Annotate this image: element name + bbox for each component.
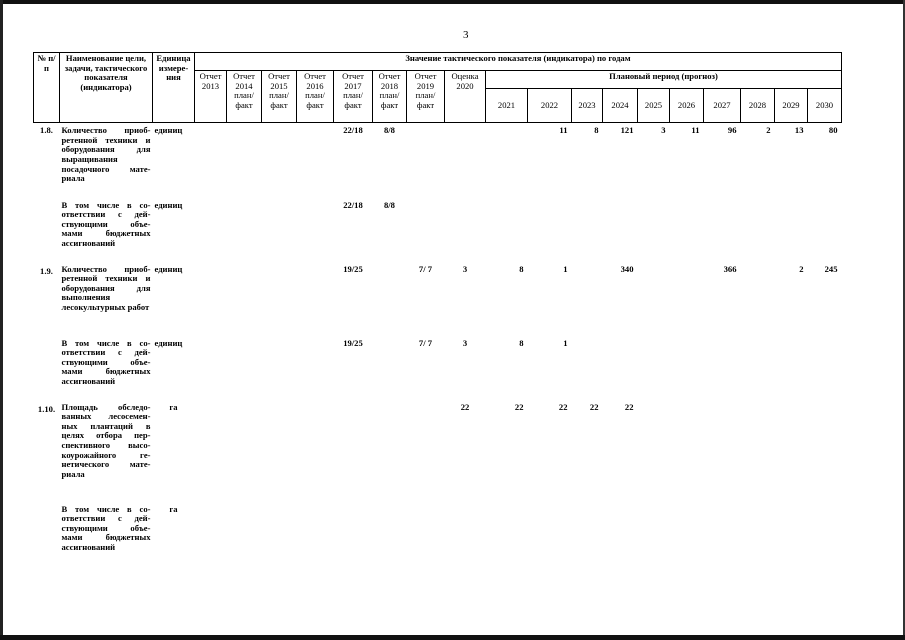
scan-edge-left — [0, 0, 3, 640]
cell-plan: 340 — [620, 263, 634, 274]
header-year: 2021 — [486, 89, 528, 123]
cell-2019 — [407, 403, 445, 505]
cell-plan — [572, 505, 603, 565]
cell-plan — [808, 403, 842, 505]
cell-plan — [775, 403, 808, 505]
cell-plan: 11 — [559, 125, 568, 135]
cell-plan: 8 — [519, 263, 524, 274]
cell-plan: 1 — [563, 337, 568, 348]
cell-2020 — [445, 201, 486, 265]
cell-2017: 22/18 — [343, 199, 363, 210]
cell-plan — [638, 339, 670, 403]
cell-plan — [670, 201, 704, 265]
row-unit: единиц — [154, 125, 183, 135]
row-name: Количество приоб-ретенной техники и оборудования для выполнения лесокультурных работ — [61, 263, 151, 312]
cell-plan: 3 — [661, 125, 666, 135]
cell-plan — [603, 339, 638, 403]
header-name: Наименование цели, задачи, тактического показателя (индикатора) — [60, 53, 153, 123]
cell-plan: 22 — [624, 401, 634, 412]
header-report-2013: Отчет 2013 — [195, 71, 227, 123]
cell-plan: 366 — [723, 263, 737, 274]
cell-plan: 245 — [824, 263, 838, 274]
cell-plan — [741, 505, 775, 565]
cell-2018 — [373, 265, 407, 339]
cell-plan: 80 — [828, 125, 838, 135]
cell-plan — [670, 403, 704, 505]
cell-plan — [572, 339, 603, 403]
cell-2018 — [373, 403, 407, 505]
cell-plan — [808, 505, 842, 565]
cell-plan — [670, 505, 704, 565]
cell-2017 — [334, 403, 373, 505]
indicator-table — [33, 52, 842, 565]
cell-2019 — [407, 123, 445, 201]
cell-plan — [638, 201, 670, 265]
header-group-title: Значение тактического показателя (индикатора) по годам — [195, 53, 842, 71]
header-year: 2029 — [775, 89, 808, 123]
cell-2017 — [334, 505, 373, 565]
table-row — [34, 123, 842, 201]
cell-plan — [808, 339, 842, 403]
row-name: В том числе в со-ответствии с дей-ствующими объе-мами бюджетных ассигнований — [61, 199, 151, 248]
cell-2018: 8/8 — [384, 125, 395, 135]
row-unit: единиц — [154, 199, 183, 210]
scan-edge-bottom — [0, 635, 905, 640]
cell-plan — [808, 201, 842, 265]
cell-plan — [741, 201, 775, 265]
row-name: Количество приоб-ретенной техники и оборудования для выращивания посадочного мате-риала — [61, 125, 151, 184]
cell-2017: 22/18 — [343, 125, 363, 135]
cell-plan — [528, 505, 572, 565]
cell-2019: 7/ 7 — [418, 263, 433, 274]
cell-2020 — [445, 123, 486, 201]
cell-plan — [741, 265, 775, 339]
row-number: 1.8. — [40, 125, 53, 135]
table-row — [34, 505, 842, 565]
cell-2020: 3 — [462, 337, 468, 348]
cell-plan — [741, 339, 775, 403]
cell-plan — [486, 201, 528, 265]
header-year: 2023 — [572, 89, 603, 123]
table-body — [34, 123, 842, 565]
header-report-2015: Отчет 2015 план/ факт — [262, 71, 297, 123]
header-year: 2022 — [528, 89, 572, 123]
cell-plan: 2 — [799, 263, 804, 274]
row-name: Площадь обследо-ванных лесосемен-ных плантаций в целях отбора пер-спективного высо-коурожайного ге-нетического мате-риала — [61, 401, 151, 479]
cell-plan — [638, 403, 670, 505]
cell-plan — [704, 201, 741, 265]
header-unit: Единица измере-ния — [153, 53, 195, 123]
header-report-2014: Отчет 2014 план/ факт — [227, 71, 262, 123]
header-report-2017: Отчет 2017 план/ факт — [334, 71, 373, 123]
table-row — [34, 403, 842, 505]
cell-2020: 22 — [460, 401, 470, 412]
cell-2018: 8/8 — [384, 199, 395, 210]
cell-plan — [775, 505, 808, 565]
cell-plan: 1 — [563, 263, 568, 274]
table-row — [34, 265, 842, 339]
row-name: В том числе в со-ответствии с дей-ствующими объе-мами бюджетных ассигнований — [61, 337, 151, 386]
cell-plan — [603, 505, 638, 565]
cell-plan — [670, 265, 704, 339]
cell-2017: 19/25 — [343, 263, 363, 274]
row-unit: единиц — [154, 337, 183, 348]
cell-plan — [704, 505, 741, 565]
header-year: 2027 — [704, 89, 741, 123]
table-row — [34, 339, 842, 403]
header-report-2016: Отчет 2016 план/ факт — [297, 71, 334, 123]
cell-plan: 13 — [794, 125, 804, 135]
cell-plan: 22 — [514, 401, 524, 412]
cell-plan: 22 — [589, 401, 599, 412]
row-number — [34, 201, 60, 265]
header-report-2018: Отчет 2018 план/ факт — [373, 71, 407, 123]
header-year: 2025 — [638, 89, 670, 123]
cell-plan — [741, 403, 775, 505]
row-unit: единиц — [154, 263, 183, 274]
table-row — [34, 201, 842, 265]
cell-plan — [775, 339, 808, 403]
cell-plan — [704, 339, 741, 403]
cell-plan: 11 — [691, 125, 700, 135]
cell-plan — [572, 201, 603, 265]
row-number — [34, 339, 60, 403]
cell-plan — [486, 123, 528, 201]
header-year: 2028 — [741, 89, 775, 123]
cell-plan — [670, 339, 704, 403]
cell-plan: 8 — [519, 337, 524, 348]
cell-2018 — [373, 505, 407, 565]
header-plan-period: Плановый период (прогноз) — [486, 71, 842, 89]
cell-2018 — [373, 339, 407, 403]
cell-plan: 22 — [558, 401, 568, 412]
cell-plan: 121 — [620, 125, 634, 135]
cell-2020: 3 — [462, 263, 468, 274]
row-number: 1.9. — [40, 265, 53, 276]
cell-2020 — [445, 505, 486, 565]
cell-plan: 96 — [727, 125, 737, 135]
header-year: 2026 — [670, 89, 704, 123]
cell-plan — [486, 505, 528, 565]
cell-plan — [638, 505, 670, 565]
row-name: В том числе в со-ответствии с дей-ствующими объе-мами бюджетных ассигнований — [61, 503, 151, 552]
cell-plan: 8 — [594, 125, 599, 135]
header-num: № п/п — [34, 53, 60, 123]
header-estimate-2020: Оценка 2020 — [445, 71, 486, 123]
cell-2019 — [407, 201, 445, 265]
cell-plan — [572, 265, 603, 339]
row-unit: га — [169, 503, 178, 514]
cell-plan — [775, 201, 808, 265]
row-unit: га — [169, 401, 178, 412]
row-number — [34, 505, 60, 565]
cell-plan — [603, 201, 638, 265]
cell-plan — [704, 403, 741, 505]
header-year: 2030 — [808, 89, 842, 123]
header-year: 2024 — [603, 89, 638, 123]
cell-plan — [528, 201, 572, 265]
cell-plan — [638, 265, 670, 339]
row-number: 1.10. — [37, 403, 56, 414]
cell-2017: 19/25 — [343, 337, 363, 348]
scan-edge-top — [0, 0, 905, 4]
cell-2019: 7/ 7 — [418, 337, 433, 348]
table-header — [34, 53, 842, 123]
header-report-2019: Отчет 2019 план/ факт — [407, 71, 445, 123]
cell-2019 — [407, 505, 445, 565]
page-number: 3 — [463, 29, 469, 41]
cell-plan: 2 — [766, 125, 771, 135]
